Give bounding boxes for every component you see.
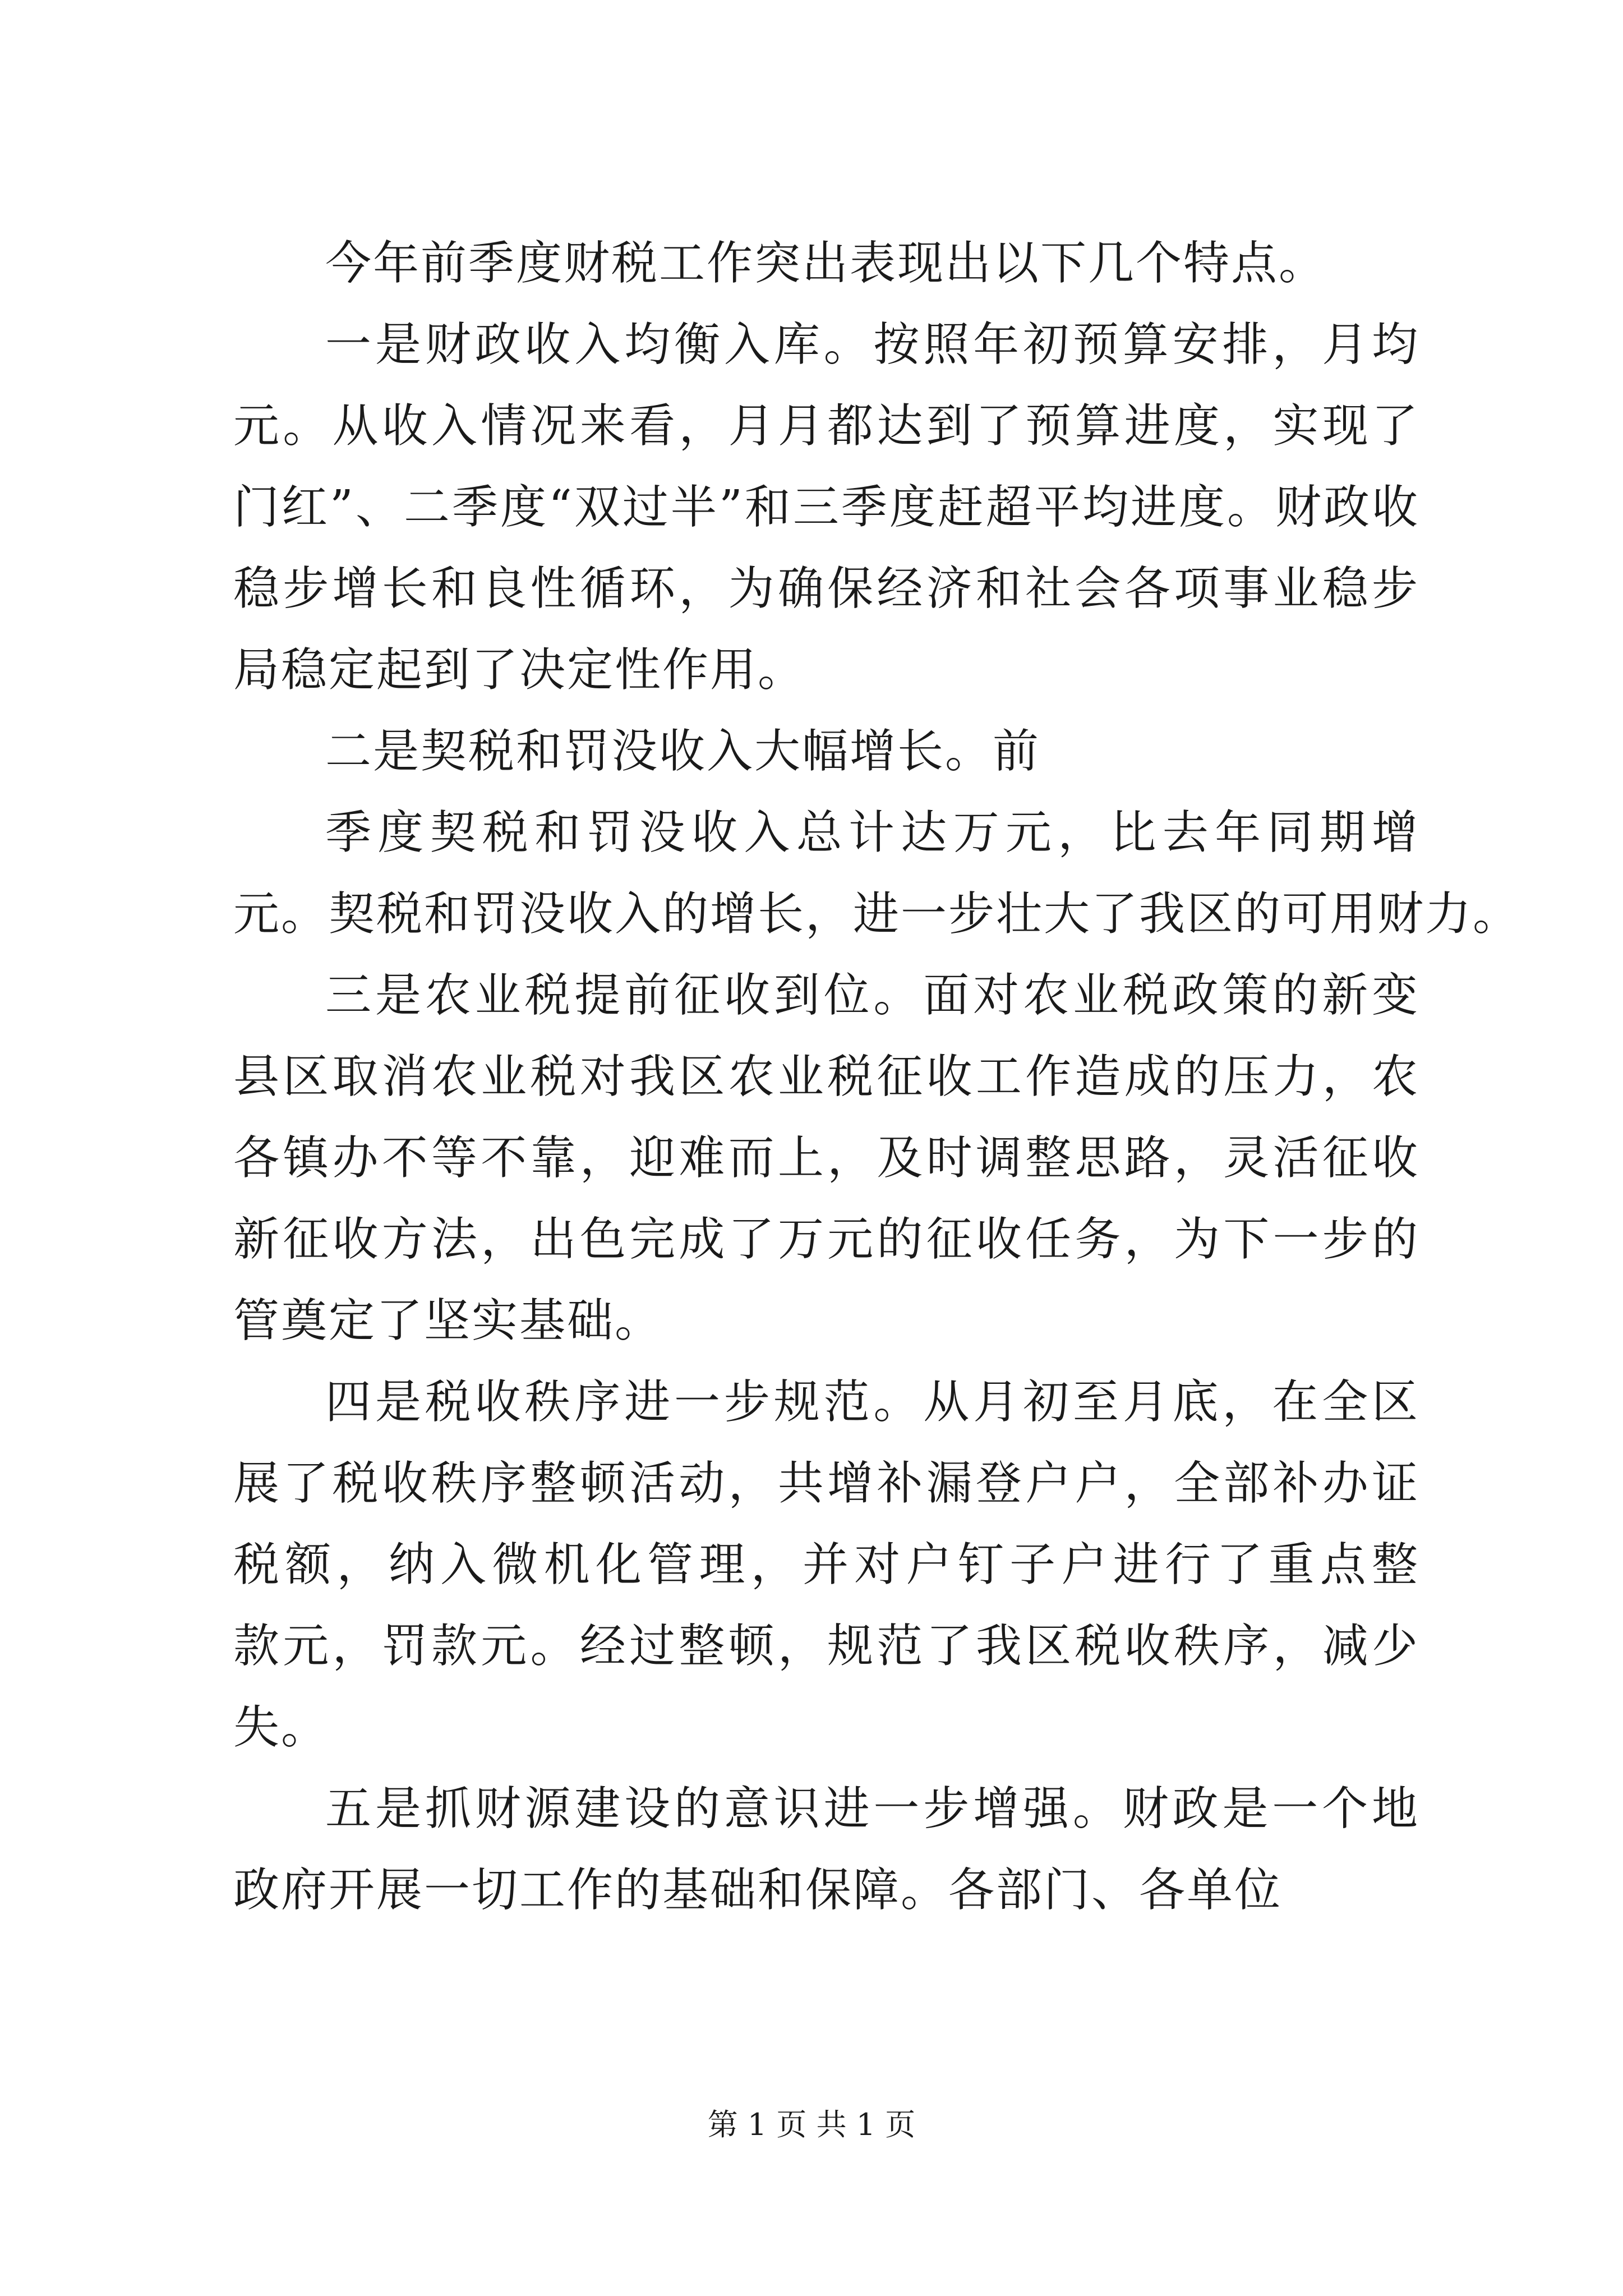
text-line: 门红”、二季度“双过半”和三季度赶超平均进度。财政收 [233,481,1419,534]
text-line: 五是抓财源建设的意识进一步增强。财政是一个地 [325,1782,1419,1835]
text-line: 税额，纳入微机化管理，并对户钉子户进行了重点整 [233,1538,1419,1591]
text-line: 管奠定了坚实基础。 [233,1294,663,1347]
page-footer: 第 1 页 共 1 页 [707,2107,916,2142]
text-line: 各镇办不等不靠，迎难而上，及时调整思路，灵活征收 [233,1131,1419,1185]
text-line: 政府开展一切工作的基础和保障。各部门、各单位 [233,1864,1283,1917]
text-line: 局稳定起到了决定性作用。 [233,643,806,697]
text-line: 元。契税和罚没收入的增长，进一步壮大了我区的可用财力。 [233,887,1521,941]
text-line: 今年前季度财税工作突出表现出以下几个特点。 [325,237,1327,290]
text-line: 一是财政收入均衡入库。按照年初预算安排，月均 [325,318,1419,371]
text-line: 四是税收秩序进一步规范。从月初至月底，在全区 [325,1375,1419,1429]
text-line: 三是农业税提前征收到位。面对农业税政策的新变 [325,969,1419,1022]
text-line: 失。 [233,1701,329,1754]
document-body [233,223,1521,1931]
text-line: 二是契税和罚没收入大幅增长。前 [325,725,1041,778]
text-line: 新征收方法，出色完成了万元的征收任务，为下一步的 [233,1213,1419,1266]
text-line: 元。从收入情况来看，月月都达到了预算进度，实现了 [233,399,1419,453]
text-line: 展了税收秩序整顿活动，共增补漏登户户，全部补办证 [233,1457,1419,1510]
text-line: 稳步增长和良性循环，为确保经济和社会各项事业稳步 [233,562,1419,615]
text-line: 县区取消农业税对我区农业税征收工作造成的压力，农 [233,1050,1419,1103]
text-line: 款元，罚款元。经过整顿，规范了我区税收秩序，减少 [233,1619,1419,1673]
text-line: 季度契税和罚没收入总计达万元，比去年同期增 [325,806,1419,859]
